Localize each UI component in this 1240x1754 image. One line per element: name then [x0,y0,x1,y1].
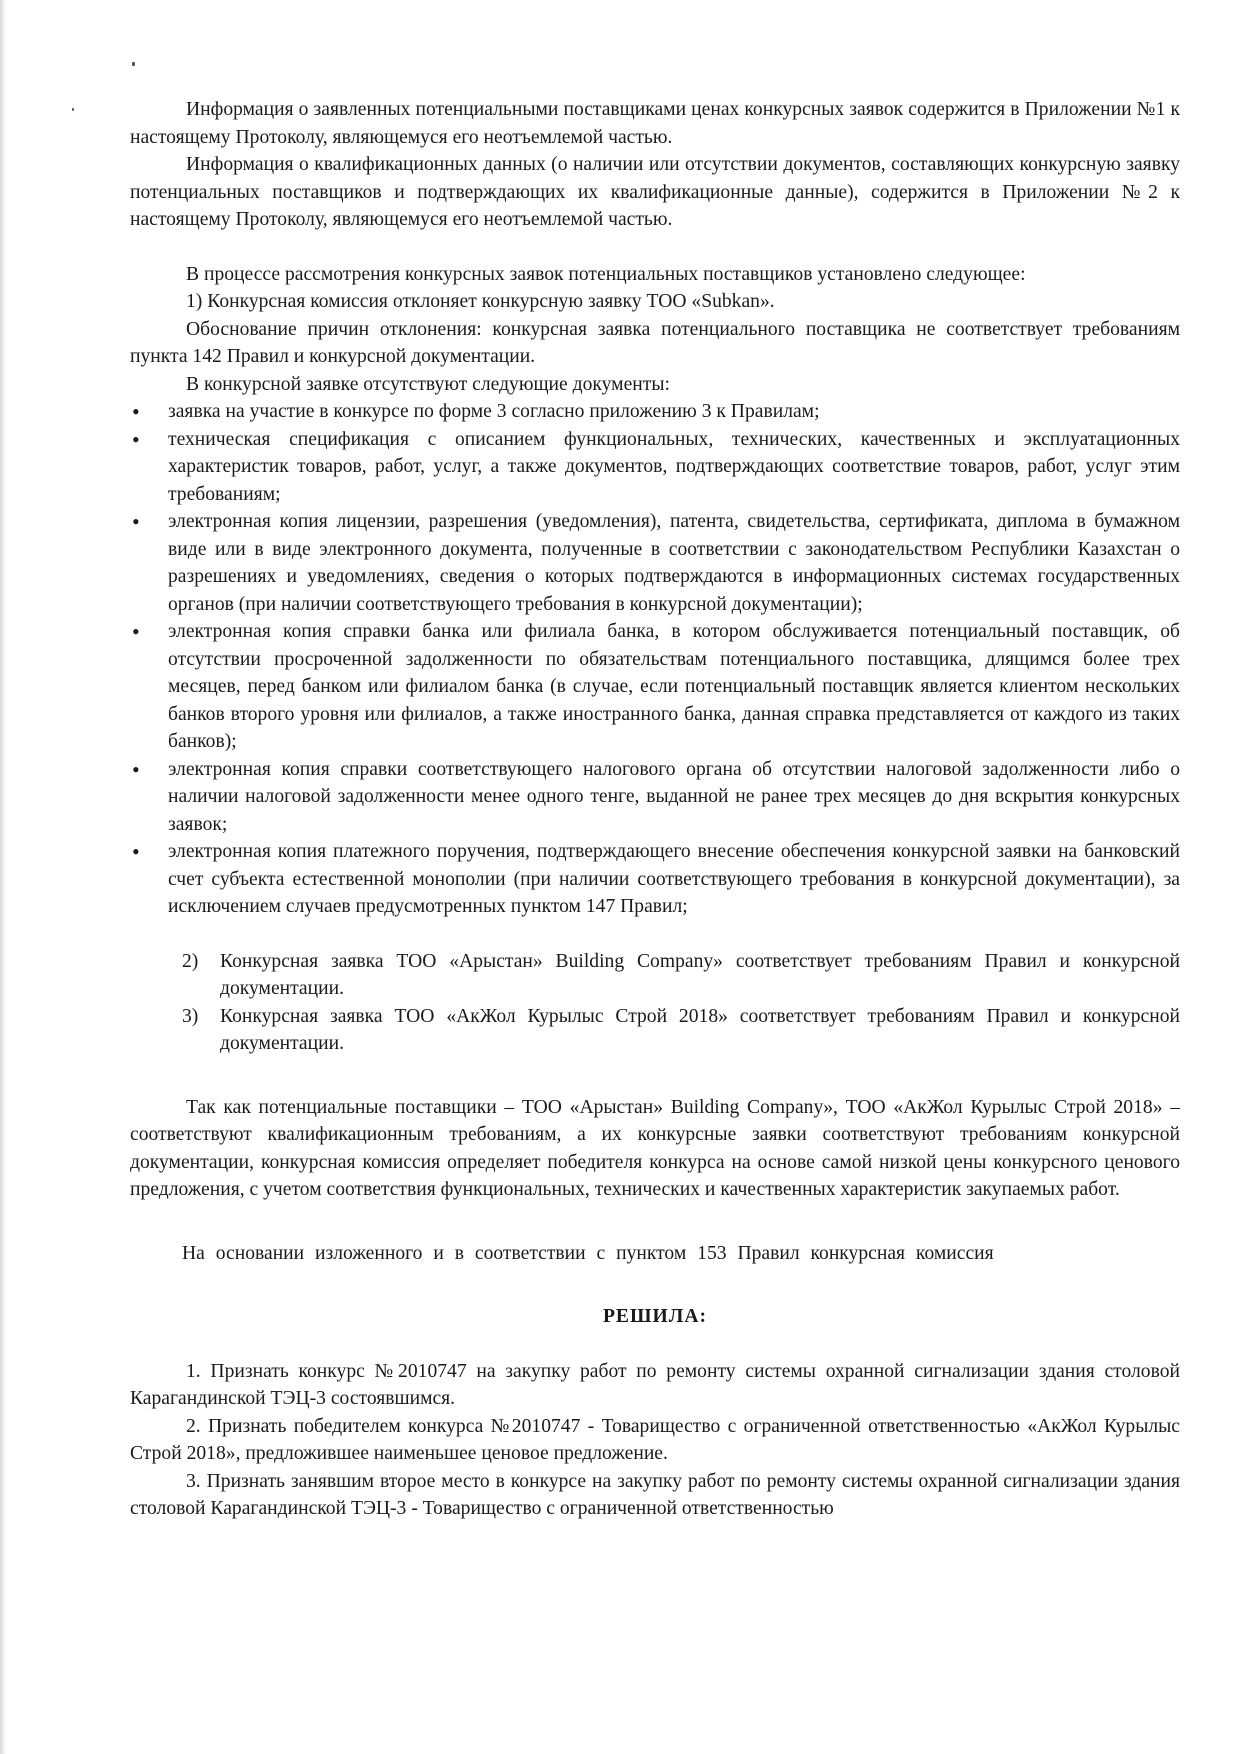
decision-item: 1. Признать конкурс №2010747 на закупку работ по ремонту системы охранной сигнализации здания столовой Карагандинской ТЭЦ-3 состоявшимся. [130,1360,1180,1409]
bullet-icon: • [132,399,140,424]
compliant-bids-list [130,948,1180,1058]
bullet-icon: • [132,619,140,644]
paragraph-prices: Информация о заявленных потенциальными поставщиками ценах конкурсных заявок содержится в Приложении №1 к настоящему Протоколу, являющемуся его неотъемлемой частью. [130,99,1180,148]
item-number: 2) [182,950,199,972]
list-item-text: электронная копия платежного поручения, подтверждающего внесение обеспечения конкурсной заявки на банковский счет субъекта естественной монополии (при наличии соответствующего требования в конкурсной документации), за исключением случаев предусмотренных пунктом 147 Правил; [168,841,1180,917]
spacer [130,234,1180,261]
paragraph-winner-basis: Так как потенциальные поставщики – ТОО «Арыстан» Building Company», ТОО «АкЖол Курылыс Строй 2018» – соответствуют квалификационным требованиям, а их конкурсные заявки соответствуют требованиям конкурсной документации, конкурсная комиссия определяет победителя конкурса на основе самой низкой цены конкурсного ценового предложения, с учетом соответствия функциональных, технических и качественных характеристик закупаемых работ. [130,1096,1180,1200]
list-item [130,426,1180,509]
bullet-icon: • [132,426,140,452]
scan-speck [72,108,74,111]
list-item [130,508,1180,618]
bullet-icon: • [132,756,140,782]
paragraph-rejection: 1) Конкурсная комиссия отклоняет конкурсную заявку ТОО «Subkan». [186,291,775,312]
list-item [130,398,1180,426]
decision-item: 2. Признать победителем конкурса №2010747 - Товарищество с ограниченной ответственностью «АкЖол Курылыс Строй 2018», предложившее наименьшее ценовое предложение. [130,1415,1180,1464]
item-number: 3) [182,1005,199,1027]
spacer [130,1204,1180,1240]
decision-item: 3. Признать занявшим второе место в конкурсе на закупку работ по ремонту системы охранной сигнализации здания столовой Карагандинской ТЭЦ-3 - Товарищество с ограниченной ответственностью [130,1470,1180,1519]
spacer [130,1331,1180,1358]
list-item-text: Конкурсная заявка ТОО «Арыстан» Building Company» соответствует требованиям Правил и конкурсной документации. [220,950,1180,999]
spacer [130,1267,1180,1303]
paragraph-legal-basis: На основании изложенного и в соответствии с пунктом 153 Правил конкурсная комиссия [182,1242,994,1264]
list-item [130,1003,1180,1058]
missing-documents-list [130,398,1180,921]
scan-edge [0,0,6,1754]
scan-speck [132,62,135,66]
paragraph-missing-docs: В конкурсной заявке отсутствуют следующие документы: [186,373,670,395]
list-item [130,838,1180,921]
document-body [130,96,1180,1523]
list-item [130,618,1180,756]
bullet-icon: • [132,839,140,864]
spacer [130,921,1180,948]
list-item-text: электронная копия справки соответствующего налогового органа об отсутствии налоговой задолженности либо о наличии налоговой задолженности менее одного тенге, выданной не ранее трех месяцев до дня вскрытия конкурсных заявок; [168,758,1180,835]
list-item-text: электронная копия справки банка или филиала банка, в котором обслуживается потенциальный поставщик, об отсутствии просроченной задолженности по обязательствам потенциального поставщика, длящимся более трех месяцев, перед банком или филиалом банка (в случае, если потенциальный поставщик является клиентом нескольких банков второго уровня или филиалов, а также иностранного банка, данная справка представляется от каждого из таких банков); [168,621,1180,752]
bullet-icon: • [132,509,140,534]
list-item-text: Конкурсная заявка ТОО «АкЖол Курылыс Строй 2018» соответствует требованиям Правил и конкурсной документации. [220,1005,1180,1054]
decision-heading: РЕШИЛА: [602,1306,708,1327]
list-item-text: электронная копия лицензии, разрешения (уведомления), патента, свидетельства, сертификата, диплома в бумажном виде или в виде электронного документа, полученные в соответствии с законодательством Республики Казахстан о разрешениях и уведомлениях, сведения о которых подтверждаются в информационных системах государственных органов (при наличии соответствующего требования в конкурсной документации); [168,511,1180,615]
paragraph-qualifications: Информация о квалификационных данных (о наличии или отсутствии документов, составляющих конкурсную заявку потенциальных поставщиков и подтверждающих их квалификационные данные), содержится в Приложении №2 к настоящему Протоколу, являющемуся его неотъемлемой частью. [130,154,1180,230]
list-item-text: техническая спецификация с описанием функциональных, технических, качественных и эксплуатационных характеристик товаров, работ, услуг, а также документов, подтверждающих соответствие товаров, работ, услуг этим требованиям; [168,428,1180,505]
list-item-text: заявка на участие в конкурсе по форме 3 согласно приложению 3 к Правилам; [168,401,820,422]
paragraph-rejection-reason: Обоснование причин отклонения: конкурсная заявка потенциального поставщика не соответствует требованиям пункта 142 Правил и конкурсной документации. [130,318,1180,367]
list-item [130,756,1180,839]
list-item [130,948,1180,1003]
paragraph-review-intro: В процессе рассмотрения конкурсных заявок потенциальных поставщиков установлено следующее: [186,263,1026,285]
spacer [130,1058,1180,1094]
